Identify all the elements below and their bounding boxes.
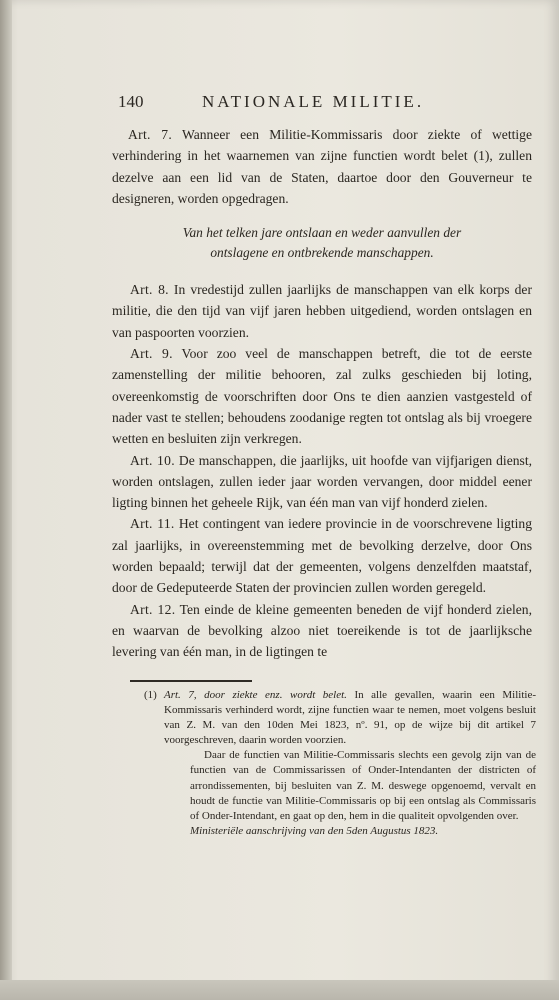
- section-heading-line: Van het telken jare ontslaan en weder aanvullen der: [182, 225, 462, 241]
- footnote-marker: (1): [144, 689, 157, 701]
- footnote-rule: [130, 680, 252, 682]
- body-text: [112, 124, 532, 663]
- article-11: [112, 513, 532, 598]
- article-text: Het contingent van iedere provincie in de voorschrevene ligting zal jaarlijks, in overeenstemming met de bevolking derzelve, door Ons worden bepaald; terwijl dat der gemeenten, volgens denzelfden maatstaf, door de Gedeputeerde Staten der provincien zullen worden geregeld.: [112, 516, 532, 596]
- footnote-paragraph: [164, 688, 536, 748]
- article-text: Ten einde de kleine gemeenten beneden de vijf honderd zielen, en waarvan de bevolking alzoo niet toereikende is tot de jaarlijksche levering van één man, in de ligtingen te: [112, 601, 533, 660]
- article-text: Voor zoo veel de manschappen betreft, die tot de eerste zamenstelling der militie behooren, zal zulks geschieden bij loting, overeenkomstig de voorschriften door Ons te dien aanzien vastgesteld of nader vast te stellen; behoudens zoodanige regten tot ontslag als bij vroegere wetten en besluiten zijn verkregen.: [112, 346, 532, 447]
- footnote-signature: Ministeriële aanschrijving van den 5den Augustus 1823.: [190, 824, 439, 837]
- article-label: Art. 9.: [130, 346, 173, 362]
- footnote-paragraph: [190, 748, 536, 839]
- footnote-lead: Art. 7, door ziekte enz. wordt belet.: [164, 689, 347, 701]
- article-9: [112, 343, 532, 449]
- footnote-text: In alle gevallen, waarin een Militie-Kommissaris verhinderd wordt, zijne functien waar te nemen, moet volgens besluit van Z. M. van den 10den Mei 1823, nº. 91, op de wijze bij dit artikel 7 voorgeschreven, daarin worden voorzien.: [164, 689, 536, 747]
- article-text: De manschappen, die jaarlijks, uit hoofde van vijfjarigen dienst, worden ontslagen, zullen ieder jaar worden vervangen, door middel eener ligting binnen het geheele Rijk, van één man van vijf honderd zielen.: [112, 452, 533, 511]
- footnote-text: Daar de functien van Militie-Commissaris slechts een gevolg zijn van de functien van de Commissarissen of Onder-Intendanten der districten of arrondissementen, bij besluiten van Z. M. deswege opgenoemd, vervalt en houdt de functie van Militie-Commissaris op bij een ontslag als Commissaris of Onder-Intendant, en gaat op den, hem in die qualiteit opvolgenden over.: [190, 749, 536, 822]
- article-label: Art. 10.: [130, 452, 175, 468]
- section-heading: [112, 223, 532, 263]
- article-text: Wanneer een Militie-Kommissaris door ziekte of wettige verhindering in het waarnemen van zijne functien wordt belet (1), zullen dezelve aan een lid van de Staten, daartoe door den Gouverneur te designeren, worden opgedragen.: [112, 127, 532, 206]
- article-label: Art. 7.: [128, 127, 173, 142]
- article-label: Art. 8.: [130, 282, 169, 298]
- page-bottom-edge: [0, 980, 559, 1000]
- article-10: [112, 450, 532, 514]
- page-gutter: [0, 0, 12, 1000]
- footnotes: [144, 688, 536, 839]
- article-8: [112, 279, 532, 343]
- article-label: Art. 11.: [130, 516, 175, 532]
- article-12: [112, 599, 532, 663]
- page-number: 140: [118, 92, 144, 111]
- article-text: In vredestijd zullen jaarlijks de manschappen van elk korps der militie, die den tijd van vijf jaren hebben uitgediend, worden ontslagen en van paspoorten voorzien.: [112, 282, 532, 340]
- article-7: [112, 124, 532, 209]
- running-title: NATIONALE MILITIE.: [202, 92, 425, 111]
- article-label: Art. 12.: [130, 601, 176, 617]
- section-heading-line: ontslagene en ontbrekende manschappen.: [210, 245, 434, 261]
